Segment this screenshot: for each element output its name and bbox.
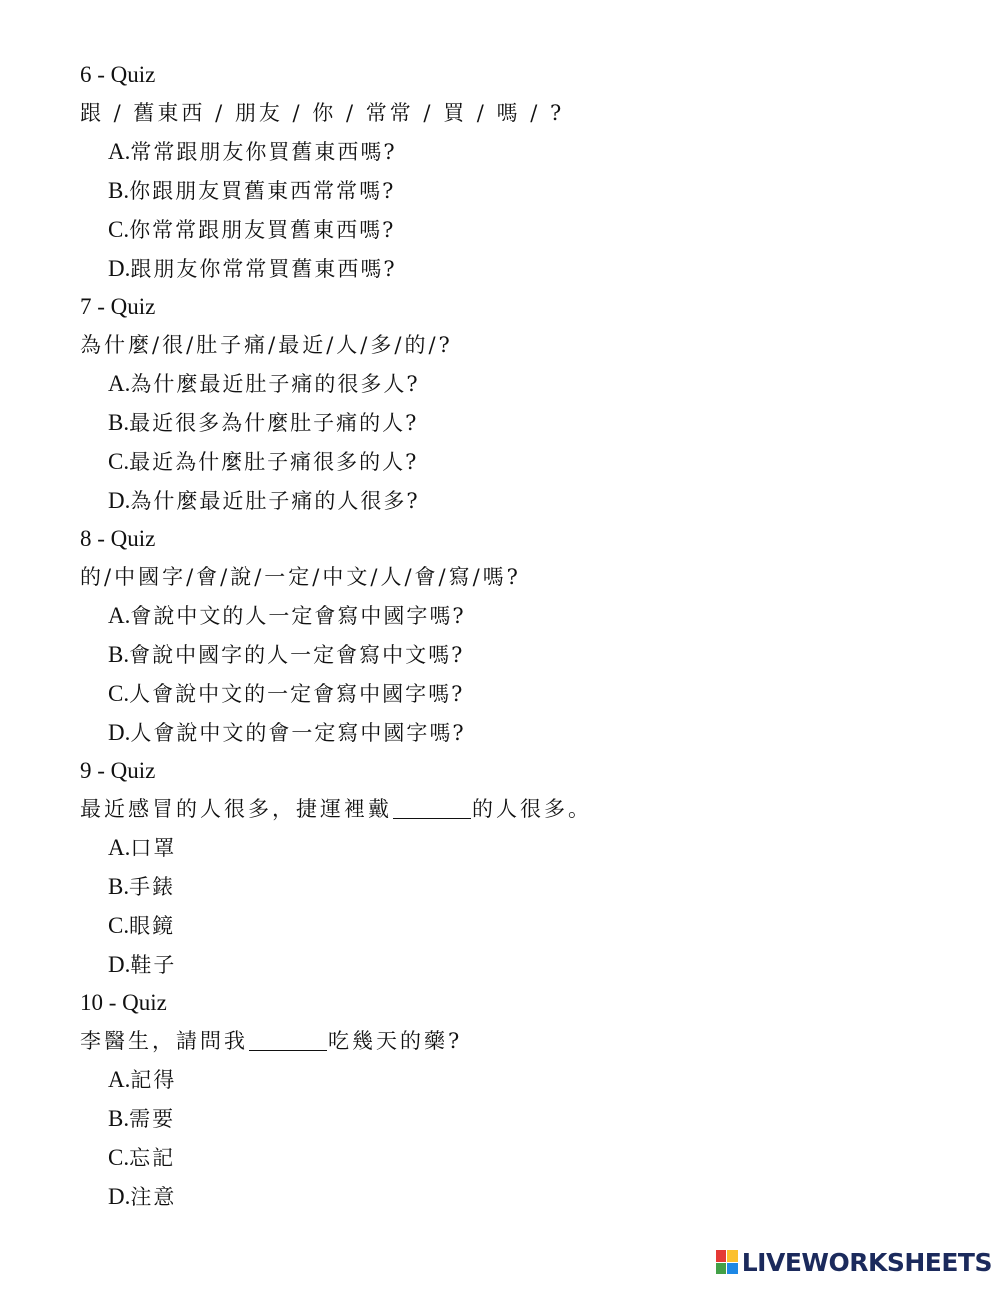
logo-square-yellow xyxy=(727,1250,738,1262)
option-text: 最近很多為什麼肚子痛的人? xyxy=(129,411,419,435)
option-a[interactable] xyxy=(80,828,960,867)
option-text: 你常常跟朋友買舊東西嗎? xyxy=(129,218,396,242)
option-c[interactable] xyxy=(80,674,960,713)
option-letter: B. xyxy=(108,874,130,899)
question-prompt xyxy=(80,790,960,828)
option-c[interactable] xyxy=(80,1138,960,1177)
question-title: 10 - Quiz xyxy=(80,990,167,1015)
quiz-question-6 xyxy=(80,56,960,288)
logo-square-red xyxy=(716,1250,727,1262)
option-letter: A. xyxy=(108,835,131,860)
option-text: 眼鏡 xyxy=(129,914,176,938)
option-letter: B. xyxy=(108,642,130,667)
question-prompt: 跟 / 舊東西 / 朋友 / 你 / 常常 / 買 / 嗎 / ? xyxy=(80,101,565,125)
option-a[interactable] xyxy=(80,1060,960,1099)
option-d[interactable] xyxy=(80,945,960,984)
option-letter: A. xyxy=(108,1067,131,1092)
option-text: 人會說中文的會一定寫中國字嗎? xyxy=(130,721,466,745)
option-letter: C. xyxy=(108,449,130,474)
option-c[interactable] xyxy=(80,906,960,945)
worksheet xyxy=(80,56,960,1216)
option-text: 為什麼最近肚子痛的很多人? xyxy=(130,372,420,396)
option-a[interactable] xyxy=(80,132,960,171)
question-prompt: 為什麼/很/肚子痛/最近/人/多/的/? xyxy=(80,333,453,357)
prompt-before-blank: 最近感冒的人很多，捷運裡戴 xyxy=(80,797,392,821)
option-b[interactable] xyxy=(80,403,960,442)
question-prompt xyxy=(80,1022,960,1060)
option-letter: D. xyxy=(108,952,131,977)
option-b[interactable] xyxy=(80,635,960,674)
option-text: 鞋子 xyxy=(130,953,177,977)
option-text: 忘記 xyxy=(129,1146,176,1170)
option-letter: D. xyxy=(108,256,131,281)
option-d[interactable] xyxy=(80,249,960,288)
option-b[interactable] xyxy=(80,171,960,210)
option-text: 需要 xyxy=(129,1107,176,1131)
option-letter: D. xyxy=(108,1184,131,1209)
option-a[interactable] xyxy=(80,596,960,635)
option-text: 注意 xyxy=(130,1185,177,1209)
logo-square-blue xyxy=(727,1263,738,1275)
logo-mark-icon xyxy=(716,1250,738,1274)
prompt-before-blank: 李醫生，請問我 xyxy=(80,1029,248,1053)
option-letter: D. xyxy=(108,488,131,513)
quiz-question-8 xyxy=(80,520,960,752)
option-letter: C. xyxy=(108,217,130,242)
option-letter: A. xyxy=(108,603,131,628)
prompt-after-blank: 的人很多。 xyxy=(472,797,592,821)
option-text: 常常跟朋友你買舊東西嗎? xyxy=(130,140,397,164)
quiz-question-10 xyxy=(80,984,960,1216)
option-text: 口罩 xyxy=(130,836,177,860)
option-letter: B. xyxy=(108,410,130,435)
prompt-after-blank: 吃幾天的藥? xyxy=(328,1029,463,1053)
option-d[interactable] xyxy=(80,1177,960,1216)
question-title: 6 - Quiz xyxy=(80,62,156,87)
option-letter: B. xyxy=(108,178,130,203)
option-text: 跟朋友你常常買舊東西嗎? xyxy=(130,257,397,281)
option-letter: C. xyxy=(108,1145,130,1170)
option-letter: A. xyxy=(108,139,131,164)
answer-blank[interactable] xyxy=(249,1026,327,1051)
option-text: 手錶 xyxy=(129,875,176,899)
quiz-question-7 xyxy=(80,288,960,520)
option-text: 你跟朋友買舊東西常常嗎? xyxy=(129,179,396,203)
question-title: 8 - Quiz xyxy=(80,526,156,551)
option-text: 會說中文的人一定會寫中國字嗎? xyxy=(130,604,466,628)
option-text: 記得 xyxy=(130,1068,177,1092)
logo-square-green xyxy=(716,1263,727,1275)
quiz-question-9 xyxy=(80,752,960,984)
option-d[interactable] xyxy=(80,481,960,520)
option-letter: B. xyxy=(108,1106,130,1131)
option-d[interactable] xyxy=(80,713,960,752)
question-prompt: 的/中國字/會/說/一定/中文/人/會/寫/嗎? xyxy=(80,565,521,589)
option-text: 人會說中文的一定會寫中國字嗎? xyxy=(129,682,465,706)
option-a[interactable] xyxy=(80,364,960,403)
option-letter: C. xyxy=(108,681,130,706)
answer-blank[interactable] xyxy=(393,794,471,819)
option-b[interactable] xyxy=(80,1099,960,1138)
option-text: 最近為什麼肚子痛很多的人? xyxy=(129,450,419,474)
option-c[interactable] xyxy=(80,210,960,249)
question-title: 7 - Quiz xyxy=(80,294,156,319)
option-letter: C. xyxy=(108,913,130,938)
option-text: 會說中國字的人一定會寫中文嗎? xyxy=(129,643,465,667)
option-text: 為什麼最近肚子痛的人很多? xyxy=(130,489,420,513)
liveworksheets-logo xyxy=(716,1247,992,1277)
option-letter: A. xyxy=(108,371,131,396)
option-c[interactable] xyxy=(80,442,960,481)
question-title: 9 - Quiz xyxy=(80,758,156,783)
brand-name: LIVEWORKSHEETS xyxy=(741,1247,992,1277)
option-letter: D. xyxy=(108,720,131,745)
option-b[interactable] xyxy=(80,867,960,906)
